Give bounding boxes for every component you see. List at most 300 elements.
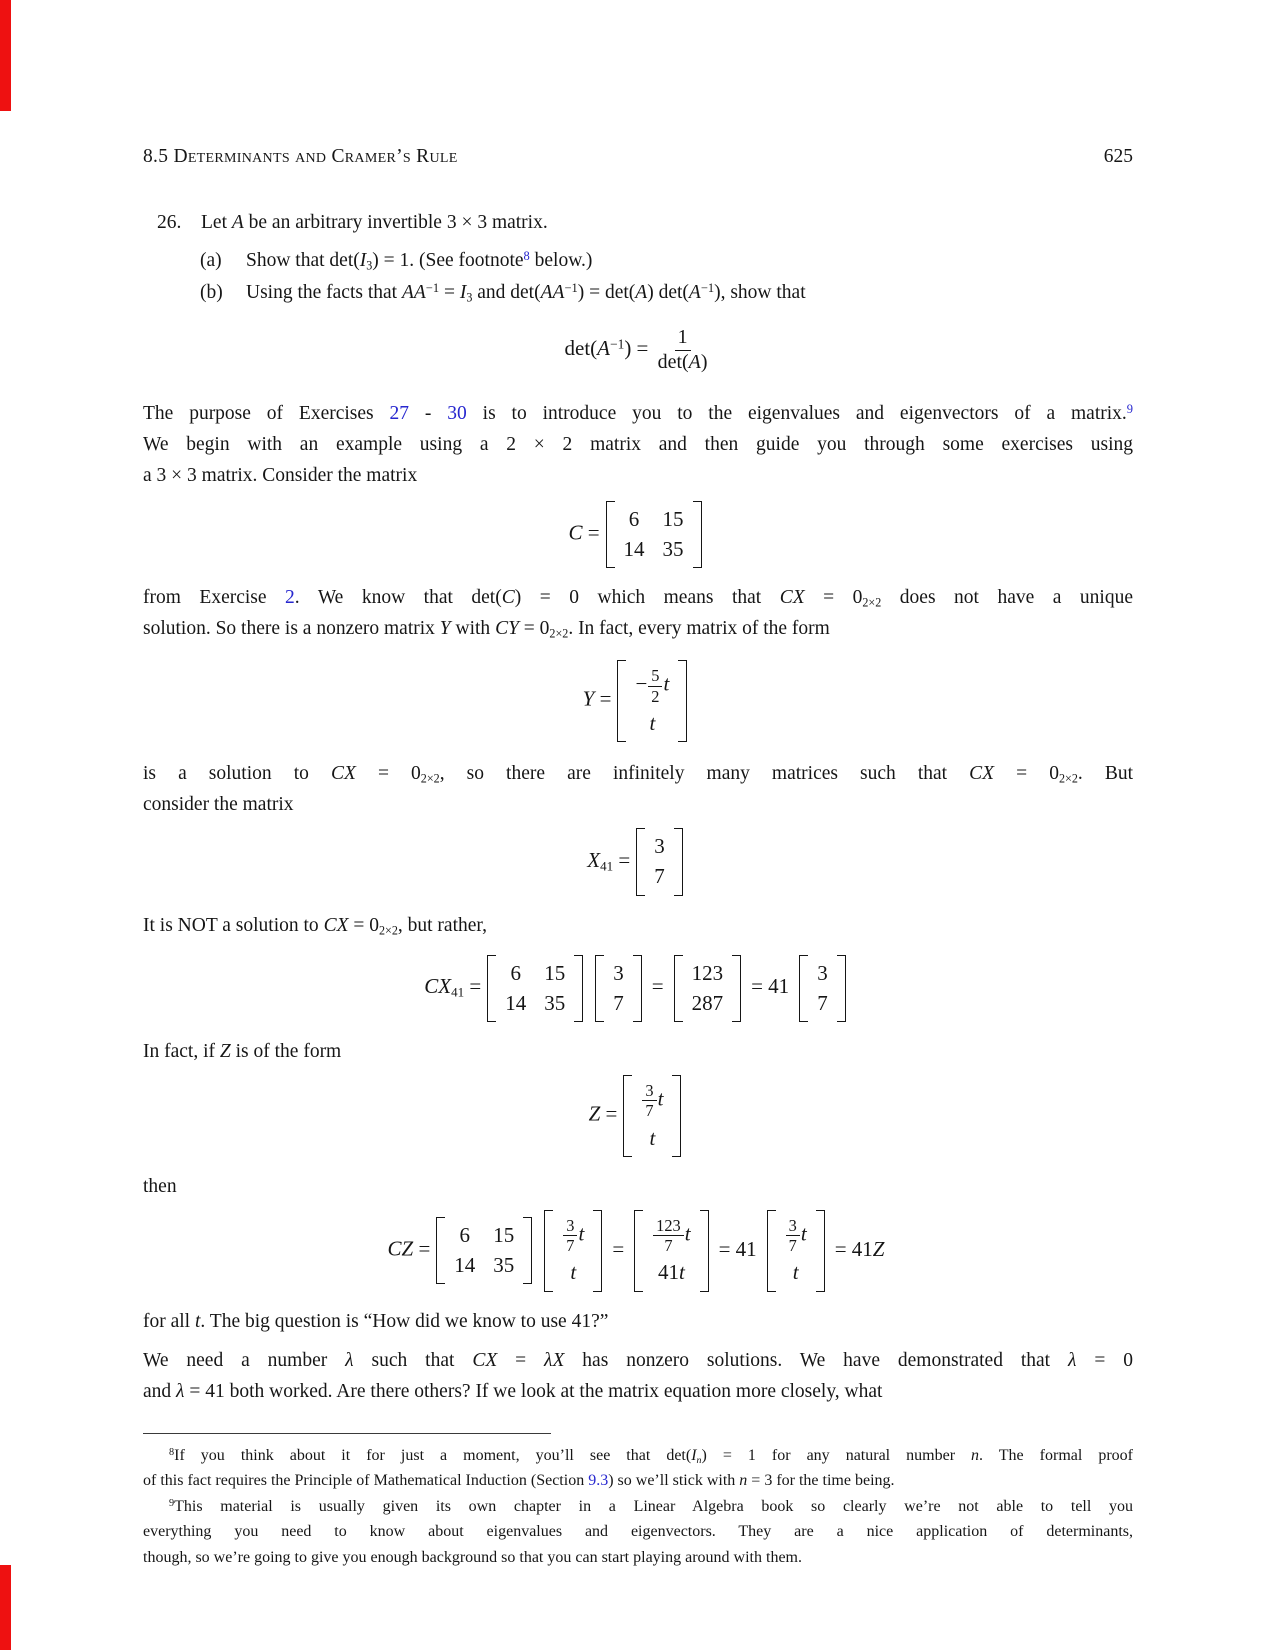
matrix-bracket-left — [487, 955, 496, 1022]
text-line — [143, 1468, 1133, 1494]
paragraph-not-a-solution — [143, 910, 1133, 941]
text-run: a 3 × 3 matrix. Consider the matrix — [143, 465, 418, 487]
matrix-cell — [570, 1260, 576, 1285]
matrix-cell — [658, 1260, 685, 1285]
matrix-cell — [641, 1081, 663, 1121]
matrix-bracket-left — [674, 955, 683, 1022]
matrix-bracket-right — [700, 1210, 709, 1292]
text-run: 15 — [662, 507, 684, 532]
matrix-bracket-left — [544, 1210, 553, 1292]
matrix-bracket-right — [593, 1210, 602, 1292]
text-run: A — [635, 282, 648, 303]
matrix-cells — [626, 660, 678, 742]
text-run: 7 — [817, 990, 828, 1015]
text-run: CX — [330, 763, 356, 785]
item-a-text — [246, 250, 1133, 272]
matrix-cells — [643, 1210, 699, 1292]
equation-matrix-y — [143, 660, 1133, 742]
text-run: = 41 — [751, 974, 790, 999]
fraction — [563, 1216, 577, 1256]
text-run: 9 — [169, 1497, 175, 1509]
fraction-numerator: 3 — [642, 1081, 656, 1101]
text-run: consider the matrix — [143, 794, 294, 816]
text-run: I — [459, 282, 467, 303]
text-run: −1 — [610, 336, 625, 352]
matrix-cell — [663, 537, 684, 562]
matrix-bracket-right — [672, 1075, 681, 1157]
page-number: 625 — [1103, 146, 1133, 167]
text-run: Y — [582, 687, 595, 712]
hyperlink[interactable]: 9.3 — [588, 1472, 609, 1490]
text-line — [143, 1443, 1133, 1469]
text-run: 2×2 — [549, 626, 569, 641]
text-run: CZ — [387, 1236, 414, 1261]
matrix-cell — [649, 1126, 655, 1151]
text-run: n — [971, 1446, 980, 1464]
text-run: 15 — [544, 960, 566, 985]
text-run: is a solution to — [143, 763, 331, 785]
matrix-bracket-left — [617, 660, 626, 742]
text-run: = 0 — [994, 763, 1059, 785]
hyperlink[interactable]: 8 — [523, 249, 530, 264]
text-run: ) = — [624, 335, 654, 360]
text-run: everything you need to know about eigenvalues and eigenvectors. They are a nice application of determinants, — [143, 1523, 1133, 1541]
matrix-cell — [654, 864, 665, 889]
fraction-numerator: 1 — [675, 326, 691, 351]
text-run: . The big question is “How did we know to use 41?” — [200, 1310, 609, 1332]
fraction-denominator — [655, 351, 711, 375]
page-header — [143, 146, 1133, 168]
matrix — [595, 955, 642, 1022]
text-run: ) = 0 which means that — [514, 587, 780, 609]
text-run: 3 — [613, 960, 624, 985]
text-run: = 41 — [718, 1236, 757, 1261]
matrix-cells — [776, 1210, 816, 1292]
text-run: λ — [345, 1349, 354, 1371]
text-run: It is NOT a solution to — [143, 914, 324, 936]
text-run: = 0 — [1076, 1349, 1134, 1371]
text-run: = 0 — [348, 914, 379, 936]
red-edge-artifact-bottom — [0, 1565, 11, 1650]
text-run: −1 — [425, 281, 440, 296]
exercise-item-b — [200, 282, 1133, 304]
matrix-cell — [817, 991, 828, 1016]
matrix — [487, 955, 583, 1022]
fraction-denominator: 7 — [664, 1236, 673, 1256]
text-run: X — [587, 847, 601, 872]
text-run: and det( — [472, 282, 541, 303]
text-run: ) = det( — [577, 282, 636, 303]
matrix-bracket-right — [693, 501, 702, 568]
matrix — [544, 1210, 602, 1292]
matrix-cell — [635, 666, 669, 706]
fraction — [653, 1216, 684, 1256]
text-line — [143, 1545, 1133, 1571]
text-run: ) = 1 for any natural number — [701, 1446, 972, 1464]
text-run: = 0 — [518, 618, 550, 640]
matrix — [606, 501, 702, 568]
text-run: t — [663, 672, 670, 697]
matrix-cells — [445, 1217, 523, 1284]
matrix-bracket-right — [674, 828, 683, 895]
text-line — [143, 1345, 1133, 1376]
matrix — [436, 1217, 532, 1284]
text-run: 3 — [817, 960, 828, 985]
text-run: with — [450, 618, 496, 640]
text-run: t — [678, 1260, 685, 1285]
matrix-bracket-left — [636, 828, 645, 895]
text-run: has nonzero solutions. We have demonstrated that — [564, 1349, 1068, 1371]
text-run: We begin with an example using a 2 × 2 matrix and then guide you through some exercises using — [143, 434, 1133, 456]
equation-matrix-c — [143, 501, 1133, 568]
text-run: λ — [176, 1380, 185, 1402]
text-run: 15 — [493, 1223, 515, 1248]
matrix-bracket-left — [623, 1075, 632, 1157]
matrix-bracket-right — [574, 955, 583, 1022]
text-run: t — [578, 1221, 585, 1246]
text-run: Let — [201, 212, 232, 233]
matrix-cell — [505, 991, 526, 1016]
text-run: such that — [353, 1349, 473, 1371]
text-run: ) det( — [647, 282, 689, 303]
matrix-cell — [613, 991, 624, 1016]
equals-scalar — [719, 1237, 757, 1262]
text-run: . We know that det( — [294, 587, 502, 609]
text-run: CX — [969, 763, 995, 785]
text-line — [143, 398, 1133, 429]
equals-scalar — [751, 974, 789, 999]
equation-matrix-z — [143, 1075, 1133, 1157]
text-run: 7 — [654, 864, 665, 889]
text-run: 6 — [628, 507, 640, 532]
text-run: CX — [323, 914, 349, 936]
equation-matrix-x41 — [143, 828, 1133, 895]
text-run: Using the facts that — [246, 282, 402, 303]
text-run: = — [497, 1349, 545, 1371]
text-run: from Exercise — [143, 587, 286, 609]
text-line — [143, 758, 1133, 789]
exercise-number: 26. — [157, 212, 182, 233]
equals-sign — [612, 1237, 624, 1262]
hyperlink[interactable]: 9 — [1126, 402, 1134, 417]
equation-lhs — [388, 1237, 431, 1261]
matrix — [634, 1210, 708, 1292]
matrix-cell — [652, 1216, 690, 1256]
text-run: 7 — [613, 990, 624, 1015]
equals-sign — [652, 974, 664, 999]
section-title: 8.5 Determinants and Cramer’s Rule — [143, 146, 458, 167]
footnote-rule — [143, 1433, 551, 1434]
text-run: A — [231, 212, 244, 233]
matrix-bracket-right — [523, 1217, 532, 1284]
matrix-cells — [645, 828, 674, 895]
text-run: A — [688, 282, 701, 303]
matrix-cell — [493, 1223, 514, 1248]
footnote-9 — [143, 1494, 1133, 1571]
red-edge-artifact-top — [0, 0, 11, 111]
fraction-denominator: 7 — [566, 1236, 575, 1256]
matrix-cell — [511, 961, 522, 986]
text-run: AA — [540, 282, 565, 303]
matrix-cell — [613, 961, 624, 986]
text-run: 2×2 — [1059, 771, 1078, 786]
text-line — [143, 1171, 1133, 1202]
text-run: t — [649, 711, 656, 736]
text-run: t — [800, 1221, 807, 1246]
hyperlink[interactable]: 27 — [389, 403, 410, 425]
text-run: ) so we’ll stick with — [608, 1472, 740, 1490]
text-run: = — [439, 282, 460, 303]
matrix — [623, 1075, 681, 1157]
text-run: 35 — [493, 1253, 515, 1278]
text-run: t — [684, 1221, 691, 1246]
text-run: The purpose of Exercises — [143, 403, 390, 425]
text-run: 35 — [544, 990, 566, 1015]
text-run: CX — [779, 587, 805, 609]
text-run: ) — [700, 350, 708, 373]
text-run: 123 — [691, 960, 724, 985]
text-run: 3 — [654, 834, 665, 859]
matrix-cell — [454, 1253, 475, 1278]
text-run: Z — [872, 1236, 885, 1261]
text-run: of this fact requires the Principle of Mathematical Induction (Section — [143, 1472, 589, 1490]
fraction — [655, 326, 711, 374]
equation-lhs — [424, 974, 481, 998]
text-run: t — [194, 1310, 201, 1332]
text-run: CY — [495, 618, 519, 640]
text-run: λX — [544, 1349, 565, 1371]
equation-tail — [835, 1237, 885, 1262]
text-run: 2×2 — [862, 595, 882, 610]
text-run: det( — [564, 335, 598, 360]
text-run: and — [143, 1380, 177, 1402]
matrix-cell — [624, 537, 645, 562]
text-run: 41 — [451, 984, 465, 1000]
text-run: , but rather, — [397, 914, 487, 936]
fraction — [786, 1216, 800, 1256]
fraction-numerator: 3 — [786, 1216, 800, 1236]
text-run: Show that det( — [246, 250, 360, 271]
fraction-denominator: 7 — [788, 1236, 797, 1256]
text-run: Z — [219, 1041, 231, 1062]
matrix — [674, 955, 742, 1022]
hyperlink[interactable]: 30 — [447, 403, 467, 425]
text-run: −1 — [564, 281, 578, 296]
hyperlink[interactable]: 2 — [285, 587, 295, 609]
paragraph-big-question — [143, 1306, 1133, 1337]
paragraph-eigen-intro — [143, 398, 1133, 491]
text-run: This material is usually given its own chapter in a Linear Algebra book so clearly we’re not able to tell you — [174, 1497, 1133, 1515]
text-run: t — [649, 1125, 656, 1150]
text-run: for all — [143, 1310, 195, 1332]
matrix-cell — [793, 1260, 799, 1285]
text-run: 41 — [600, 858, 614, 874]
item-b-text — [246, 282, 1133, 304]
matrix-bracket-left — [595, 955, 604, 1022]
matrix-cell — [493, 1253, 514, 1278]
equation-lhs — [587, 848, 630, 872]
text-run: = — [613, 847, 631, 872]
text-line — [143, 1306, 1133, 1337]
matrix-cell — [692, 961, 724, 986]
text-run: 35 — [662, 537, 684, 562]
paragraph-from-exercise-2 — [143, 582, 1133, 644]
paragraph-z-form — [143, 1036, 1133, 1067]
matrix-cell — [649, 711, 655, 736]
matrix-cell — [544, 991, 565, 1016]
matrix-cells — [615, 501, 693, 568]
text-run: 14 — [454, 1253, 476, 1278]
text-line — [143, 582, 1133, 613]
text-line — [143, 910, 1133, 941]
text-run: − — [635, 672, 648, 697]
text-run: does not have a unique — [881, 587, 1133, 609]
matrix-bracket-right — [816, 1210, 825, 1292]
text-run: If you think about it for just a moment, you’ll see that det( — [174, 1446, 692, 1464]
paragraph-lambda — [143, 1345, 1133, 1407]
matrix-cells — [604, 955, 633, 1022]
matrix — [799, 955, 846, 1022]
fraction — [642, 1081, 656, 1121]
paragraph-solution-cx — [143, 758, 1133, 820]
matrix-bracket-right — [678, 660, 687, 742]
text-run: is of the form — [230, 1041, 342, 1062]
text-run: ) = 1. (See footnote — [372, 250, 524, 271]
text-run: , so there are infinitely many matrices such that — [439, 763, 970, 785]
text-run: . But — [1077, 763, 1134, 785]
text-run: 41 — [657, 1260, 679, 1285]
text-run: CX — [472, 1349, 498, 1371]
equation-lhs — [589, 1102, 618, 1126]
text-run: −1 — [700, 281, 715, 296]
matrix-cell — [629, 507, 640, 532]
text-line — [143, 1376, 1133, 1407]
page-content — [143, 146, 1133, 1570]
matrix — [767, 1210, 825, 1292]
text-run: In fact, if — [143, 1041, 220, 1062]
text-run: solution. So there is a nonzero matrix — [143, 618, 440, 640]
text-line — [143, 460, 1133, 491]
matrix-bracket-left — [436, 1217, 445, 1284]
text-run: CX — [424, 974, 452, 999]
fraction-numerator: 123 — [653, 1216, 684, 1236]
text-run: I — [691, 1446, 697, 1464]
text-run: = — [594, 687, 612, 712]
text-run: Y — [439, 618, 451, 640]
text-run: AA — [401, 282, 426, 303]
matrix-cell — [460, 1223, 471, 1248]
matrix-bracket-left — [606, 501, 615, 568]
text-run: = 3 for the time being. — [747, 1472, 895, 1490]
text-run: = 41 both worked. Are there others? If we look at the matrix equation more closely, what — [184, 1380, 883, 1402]
text-run: is to introduce you to the eigenvalues and eigenvectors of a matrix. — [466, 403, 1127, 425]
text-run: 14 — [623, 537, 645, 562]
matrix-cells — [808, 955, 837, 1022]
text-run: t — [792, 1260, 799, 1285]
text-run: Z — [588, 1101, 601, 1126]
fraction-numerator: 5 — [648, 666, 662, 686]
text-run: 2×2 — [378, 923, 398, 937]
text-run: A — [688, 350, 701, 373]
item-a-label: (a) — [200, 250, 222, 271]
text-line — [143, 1494, 1133, 1520]
text-run: though, so we’re going to give you enough background so that you can start playing around with them. — [143, 1548, 802, 1566]
text-run: then — [143, 1175, 177, 1197]
text-run: = — [651, 974, 664, 999]
exercise-intro — [201, 212, 548, 234]
text-line — [143, 789, 1133, 820]
matrix-cells — [683, 955, 733, 1022]
matrix-cells — [632, 1075, 672, 1157]
matrix-cell — [654, 834, 665, 859]
matrix-cells — [496, 955, 574, 1022]
fraction-numerator: 3 — [563, 1216, 577, 1236]
text-run: . The formal proof — [979, 1446, 1134, 1464]
text-run: = 0 — [355, 763, 421, 785]
matrix-bracket-left — [767, 1210, 776, 1292]
matrix-cell — [562, 1216, 584, 1256]
matrix-bracket-left — [799, 955, 808, 1022]
matrix-bracket-right — [837, 955, 846, 1022]
text-run: = — [582, 520, 600, 545]
paragraph-then — [143, 1171, 1133, 1202]
text-run: 3 — [466, 290, 473, 305]
matrix-bracket-right — [633, 955, 642, 1022]
text-run: C — [568, 520, 583, 545]
matrix-cell — [663, 507, 684, 532]
equation-lhs — [568, 521, 599, 545]
text-run: det( — [657, 350, 689, 373]
text-run: I — [359, 250, 367, 271]
equation-lhs — [583, 687, 612, 711]
exercise-item-a — [200, 250, 1133, 272]
matrix — [617, 660, 687, 742]
footnote-8 — [143, 1443, 1133, 1494]
text-run: 287 — [691, 990, 724, 1015]
matrix-bracket-right — [732, 955, 741, 1022]
text-run: - — [409, 403, 448, 425]
text-run: n — [696, 1454, 702, 1466]
item-b-label: (b) — [200, 282, 223, 303]
matrix-cell — [785, 1216, 807, 1256]
text-line — [143, 1519, 1133, 1545]
matrix-cell — [692, 991, 724, 1016]
fraction-denominator: 2 — [651, 686, 660, 706]
text-line — [143, 429, 1133, 460]
matrix-cells — [553, 1210, 593, 1292]
text-run: t — [570, 1260, 577, 1285]
text-run: 3 — [366, 258, 373, 273]
text-run: . In fact, every matrix of the form — [568, 618, 830, 640]
equation-cx41 — [143, 955, 1133, 1022]
text-line — [143, 1036, 1133, 1067]
text-run: ), show that — [714, 282, 806, 303]
text-run: We need a number — [143, 1349, 346, 1371]
text-run: = 0 — [804, 587, 863, 609]
text-run: 6 — [510, 960, 521, 985]
text-run: = 41 — [834, 1236, 873, 1261]
text-run: = — [600, 1101, 618, 1126]
text-run: 14 — [505, 990, 527, 1015]
matrix — [636, 828, 683, 895]
text-run: 8 — [169, 1446, 175, 1458]
fraction-denominator: 7 — [645, 1101, 654, 1121]
text-run: λ — [1068, 1349, 1077, 1371]
equation-det-inverse — [143, 326, 1133, 374]
text-line — [143, 613, 1133, 644]
text-run: t — [657, 1086, 664, 1111]
text-run: C — [501, 587, 515, 609]
